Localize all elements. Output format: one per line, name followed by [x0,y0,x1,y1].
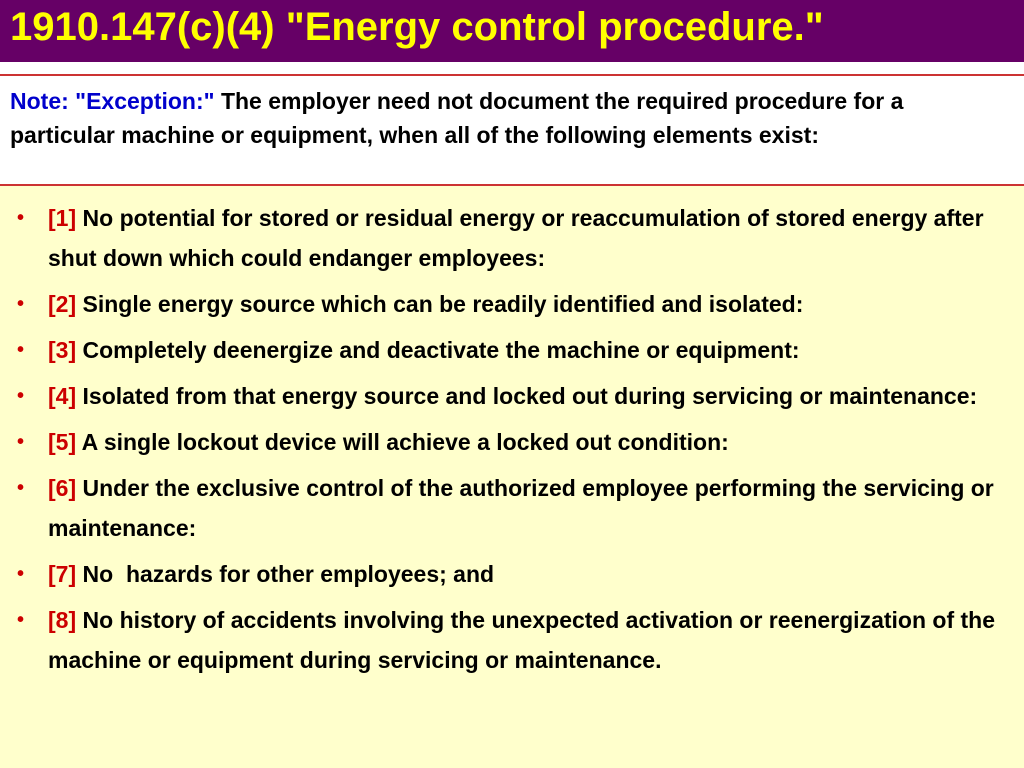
note-text: The employer need not document the required procedure for a particular machine or equipment, when all of the following elements exist: [10,88,904,148]
item-number: [3] [48,337,77,363]
bullet-icon: • [17,207,25,229]
list-item [0,330,1024,370]
item-text: No potential for stored or residual energy or reaccumulation of stored energy after shut down which could endanger employees: [48,205,984,271]
exception-list-area [0,186,1024,768]
list-item [0,554,1024,594]
item-text: No history of accidents involving the unexpected activation or reenergization of the machine or equipment during servicing or maintenance. [48,607,996,673]
bullet-icon: • [17,339,25,361]
item-text: A single lockout device will achieve a locked out condition: [81,429,729,455]
title-divider [0,62,1024,76]
item-number: [2] [48,291,77,317]
note-paragraph [10,84,1014,152]
item-number: [7] [48,561,77,587]
bullet-icon: • [17,477,25,499]
item-number: [4] [48,383,77,409]
list-item [0,376,1024,416]
bullet-icon: • [17,563,25,585]
list-item [0,422,1024,462]
list-item [0,600,1024,680]
item-text: Isolated from that energy source and locked out during servicing or maintenance: [82,383,978,409]
bullet-icon: • [17,431,25,453]
list-item [0,198,1024,278]
exception-list [0,186,1024,680]
item-text: Under the exclusive control of the authorized employee performing the servicing or maintenance: [48,475,994,541]
note-box [0,76,1024,186]
item-number: [8] [48,607,77,633]
note-label: Note: "Exception:" [10,88,215,114]
title-bar [0,0,1024,62]
slide-title: 1910.147(c)(4) "Energy control procedure." [10,5,824,49]
item-text: Completely deenergize and deactivate the machine or equipment: [82,337,800,363]
bullet-icon: • [17,293,25,315]
item-text: Single energy source which can be readily identified and isolated: [82,291,804,317]
item-number: [5] [48,429,77,455]
item-number: [6] [48,475,77,501]
list-item [0,284,1024,324]
list-item [0,468,1024,548]
item-text: No hazards for other employees; and [82,561,495,587]
item-number: [1] [48,205,77,231]
bullet-icon: • [17,609,25,631]
bullet-icon: • [17,385,25,407]
